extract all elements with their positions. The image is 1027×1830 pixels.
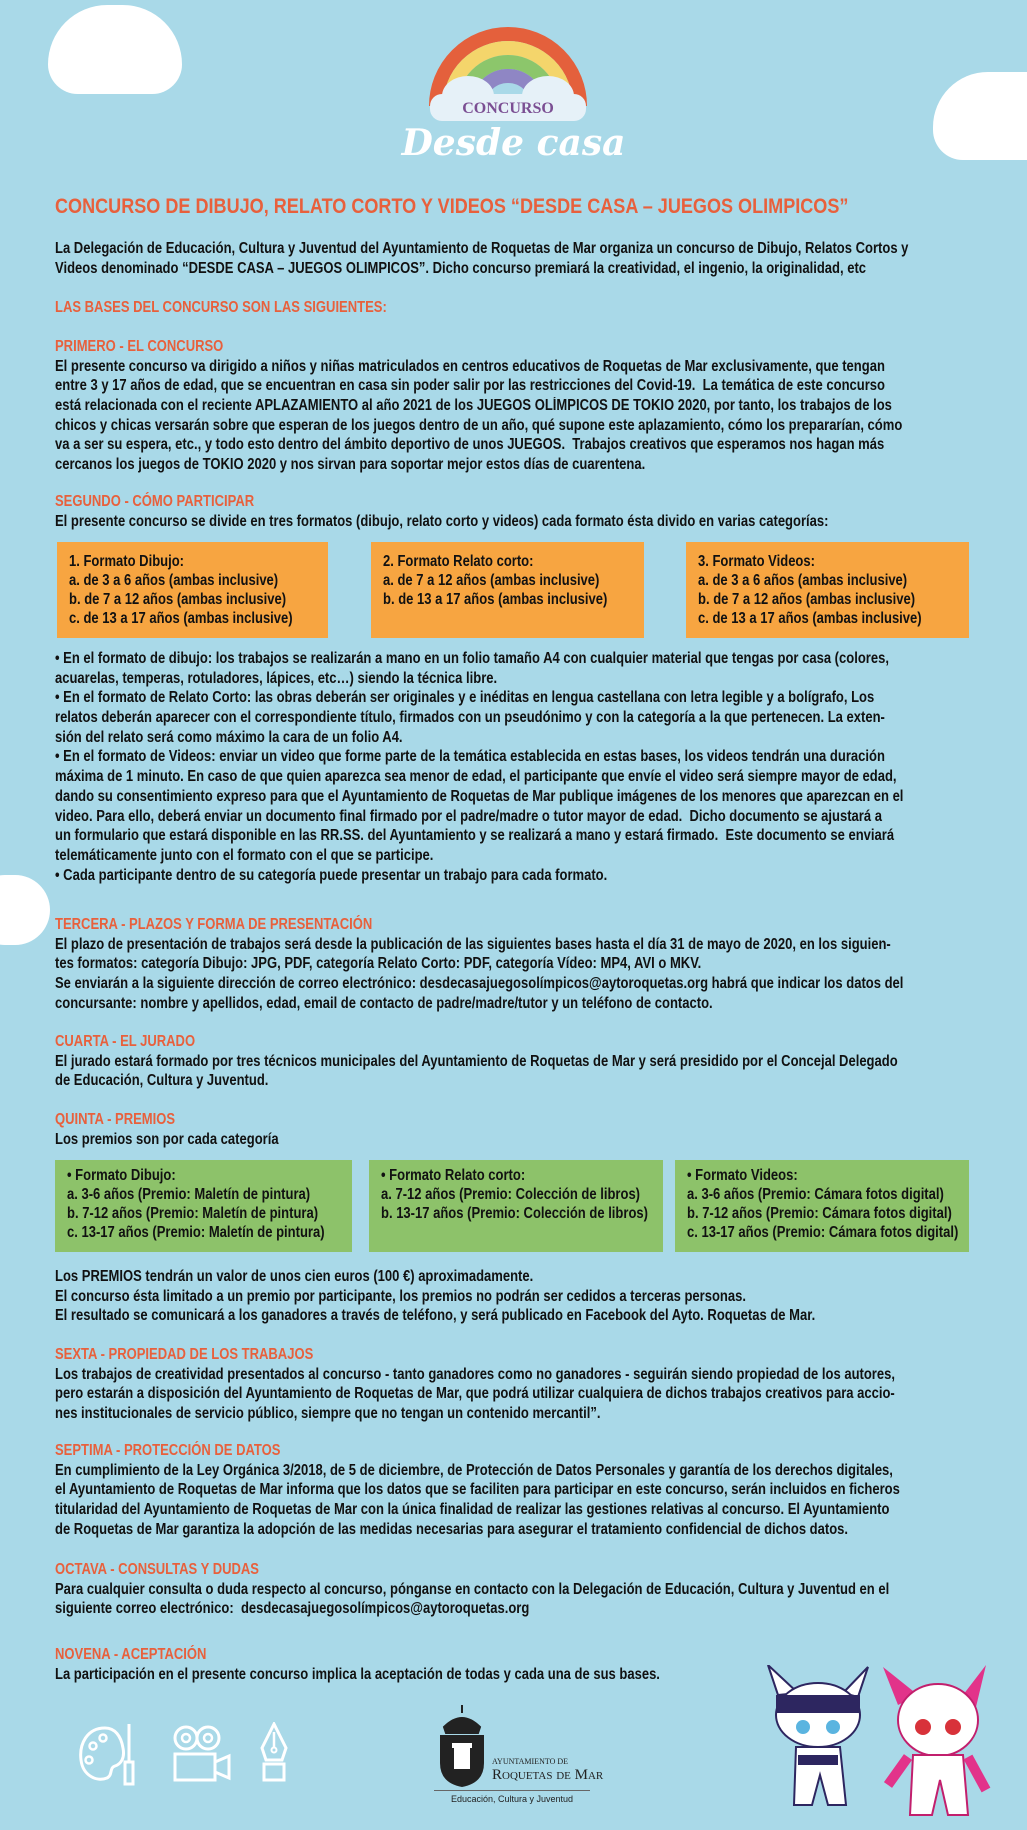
box-item: b. de 7 a 12 años (ambas inclusive) [698, 591, 916, 608]
section-heading: CUARTA - EL JURADO [55, 1033, 196, 1050]
page-title: CONCURSO DE DIBUJO, RELATO CORTO Y VIDEOS “DESDE CASA – JUEGOS OLIMPICOS” [55, 195, 849, 218]
section-text-line: está relacionada con el reciente APLAZAMIENTO al año 2021 de los JUEGOS OLÍMPICOS DE TOKIO 2020, por tanto, los trabajos de los [55, 397, 892, 415]
cloud-decoration [48, 5, 182, 94]
section-text-line: El plazo de presentación de trabajos será desde la publicación de las siguientes bases hasta el día 31 de mayo de 2020, en los siguien- [55, 935, 891, 953]
section-3 [55, 915, 1027, 1013]
section-text-line: El concurso ésta limitado a un premio por participante, los premios no podrán ser cedidos a terceras personas. [55, 1287, 746, 1305]
section-heading: SEPTIMA - PROTECCIÓN DE DATOS [55, 1442, 281, 1459]
box-item: c. 13-17 años (Premio: Maletín de pintura) [67, 1224, 325, 1241]
format-box-dibujo [57, 542, 328, 638]
section-1 [55, 492, 976, 531]
logo-divider [434, 1790, 590, 1791]
box-item: a. 3-6 años (Premio: Maletín de pintura) [67, 1186, 311, 1203]
section-5 [55, 1110, 321, 1149]
section-4 [55, 1032, 1027, 1091]
box-item: c. 13-17 años (Premio: Cámara fotos digital) [687, 1224, 959, 1241]
section-heading: QUINTA - PREMIOS [55, 1111, 176, 1128]
section-text-line: chicos y chicas versarán sobre que esperan de los juegos dentro de un año, qué supone este aplazamiento, cómo los prepararían, cómo [55, 416, 903, 434]
section-text-line: acuarelas, temperas, rotuladores, lápices, etc…) siendo la técnica libre. [55, 669, 498, 687]
section-text-line: un formulario que estará disponible en las RR.SS. del Ayuntamiento y se realizará a mano y estará firmado. Este documento se enviará [55, 827, 895, 845]
box-title: • Formato Dibujo: [67, 1167, 176, 1184]
contest-badge-label: CONCURSO [462, 100, 554, 117]
cloud-decoration [0, 875, 50, 945]
section-heading: SEXTA - PROPIEDAD DE LOS TRABAJOS [55, 1346, 314, 1363]
section-text-line: siguiente correo electrónico: desdecasajuegosolímpicos@aytoroquetas.org [55, 1600, 530, 1618]
section-text-line: Los PREMIOS tendrán un valor de unos cien euros (100 €) aproximadamente. [55, 1268, 534, 1285]
section-text-line: dando su consentimiento expreso para que el Ayuntamiento de Roquetas de Mar publique imágenes de los menores que aparezcan en el [55, 787, 904, 805]
prize-box-relato [369, 1160, 663, 1252]
coat-of-arms-icon [434, 1705, 490, 1787]
section-text-line: Los trabajos de creatividad presentados al concurso - tanto ganadores como no ganadores - seguirán siendo propiedad de los autores, [55, 1365, 895, 1383]
section-text-line: El jurado estará formado por tres técnicos municipales del Ayuntamiento de Roquetas de Mar y será presidido por el Concejal Delegado [55, 1052, 898, 1070]
intro-line: La Delegación de Educación, Cultura y Juventud del Ayuntamiento de Roquetas de Mar organiza un concurso de Dibujo, Relatos Cortos y [55, 240, 909, 257]
section-text-line: sión del relato será como máximo la cara de un folio A4. [55, 728, 403, 746]
box-title: • Formato Relato corto: [381, 1167, 526, 1184]
section-text-line: telemáticamente junto con el formato con el que se participe. [55, 846, 434, 864]
script-title: Desde casa [401, 122, 626, 164]
bases-heading: LAS BASES DEL CONCURSO SON LAS SIGUIENTES: [55, 299, 387, 316]
box-item: a. de 3 a 6 años (ambas inclusive) [69, 572, 279, 589]
box-item: a. 3-6 años (Premio: Cámara fotos digital) [687, 1186, 944, 1203]
section-text-line: titularidad del Ayuntamiento de Roquetas de Mar con la única finalidad de realizar las gestiones relativas al concurso. El Ayuntamiento [55, 1501, 890, 1519]
section-text-line: va a ser su espera, etc., y todo esto dentro del ámbito deportivo de unos JUEGOS. Trabajos creativos que esperamos nos hagan más [55, 436, 885, 454]
section-text-line: • Cada participante dentro de su categoría puede presentar un trabajo para cada formato. [55, 866, 608, 884]
section-heading: PRIMERO - EL CONCURSO [55, 338, 224, 355]
section-heading: OCTAVA - CONSULTAS Y DUDAS [55, 1561, 259, 1578]
logo-line1: AYUNTAMIENTO DE [492, 1757, 569, 1766]
section-text-line: concursante: nombre y apellidos, edad, email de contacto de padre/madre/tutor y un teléfono de contacto. [55, 994, 713, 1012]
section-text-line: nes institucionales de servicio público, siempre que no tengan un contenido mercantil”. [55, 1405, 601, 1423]
logo-subtitle: Educación, Cultura y Juventud [450, 1794, 574, 1804]
section-text-line: El presente concurso va dirigido a niños y niñas matriculados en centros educativos de Roquetas de Mar exclusivamente, que tengan [55, 357, 885, 375]
box-item: b. de 13 a 17 años (ambas inclusive) [383, 591, 608, 608]
box-title: 2. Formato Relato corto: [383, 553, 534, 570]
section-text-line: pero estarán a disposición del Ayuntamiento de Roquetas de Mar, que podrá utilizar cualquiera de dichos trabajos creativos para accio- [55, 1385, 895, 1403]
section-2 [55, 649, 1027, 885]
box-item: a. 7-12 años (Premio: Colección de libros) [381, 1186, 641, 1203]
section-text-line: En cumplimiento de la Ley Orgánica 3/2018, de 5 de diciembre, de Protección de Datos Personales y garantía de los derechos digitales, [55, 1461, 893, 1479]
section-text-line: entre 3 y 17 años de edad, que se encuentran en casa sin poder salir por las restricciones del Covid-19. La temática de este concurso [55, 377, 885, 395]
palette-icon [75, 1722, 137, 1786]
prize-box-videos [675, 1160, 969, 1252]
box-item: a. de 3 a 6 años (ambas inclusive) [698, 572, 908, 589]
section-heading: SEGUNDO - CÓMO PARTICIPAR [55, 493, 255, 510]
box-title: 1. Formato Dibujo: [69, 553, 185, 570]
olympic-mascots-illustration [758, 1665, 993, 1820]
section-text-line: Para cualquier consulta o duda respecto al concurso, pónganse en contacto con la Delegación de Educación, Cultura y Juventud en el [55, 1580, 890, 1598]
section-9 [55, 1560, 1027, 1619]
format-box-relato [371, 542, 644, 638]
section-7 [55, 1345, 1027, 1424]
section-text-line: el Ayuntamiento de Roquetas de Mar informa que los datos que se faciliten para participar en este concurso, serán incluidos en ficheros [55, 1481, 900, 1499]
section-text-line: El resultado se comunicará a los ganadores a través de teléfono, y será publicado en Facebook del Ayto. Roquetas de Mar. [55, 1307, 816, 1325]
logo-line2: Roquetas de Mar [492, 1767, 604, 1783]
intro-line: Videos denominado “DESDE CASA – JUEGOS OLIMPICOS”. Dicho concurso premiará la creatividad, el ingenio, la originalidad, etc [55, 259, 867, 277]
section-text-line: • En el formato de Relato Corto: las obras deberán ser originales y e inéditas en lengua castellana con letra legible y a bolígrafo, Los [55, 689, 875, 707]
section-0 [55, 337, 1027, 475]
box-item: b. 7-12 años (Premio: Maletín de pintura) [67, 1205, 319, 1222]
section-heading: TERCERA - PLAZOS Y FORMA DE PRESENTACIÓN [55, 916, 373, 933]
box-item: b. 13-17 años (Premio: Colección de libros) [381, 1205, 648, 1222]
section-text-line: video. Para ello, deberá enviar un documento final firmado por el padre/madre o tutor mayor de edad. Dicho documento se ajustará a [55, 807, 882, 825]
video-camera-icon [172, 1724, 232, 1784]
section-text-line: • En el formato de dibujo: los trabajos se realizarán a mano en un folio tamaño A4 con cualquier material que tengas por casa (colores, [55, 650, 889, 667]
section-text-line: relatos deberán aparecer con el correspondiente título, firmados con un pseudónimo y con la categoría a la que pertenecen. La exten- [55, 709, 885, 727]
section-text-line: El presente concurso se divide en tres formatos (dibujo, relato corto y videos) cada formato ésta divido en varias categorías: [55, 512, 829, 530]
someity-mascot [883, 1665, 986, 1815]
section-text-line: cercanos los juegos de TOKIO 2020 y nos sirvan para soportar mejor estos días de cuarentena. [55, 456, 646, 474]
section-10 [55, 1645, 775, 1684]
section-6 [55, 1267, 960, 1326]
section-text-line: de Roquetas de Mar garantiza la adopción de las medidas necesarias para asegurar el tratamiento confidencial de dichos datos. [55, 1520, 849, 1538]
box-item: c. de 13 a 17 años (ambas inclusive) [698, 610, 922, 627]
box-item: c. de 13 a 17 años (ambas inclusive) [69, 610, 293, 627]
section-8 [55, 1441, 1027, 1539]
prize-box-dibujo [55, 1160, 352, 1252]
box-item: a. de 7 a 12 años (ambas inclusive) [383, 572, 600, 589]
section-text-line: La participación en el presente concurso implica la aceptación de todas y cada una de sus bases. [55, 1665, 660, 1683]
miraitowa-mascot [768, 1665, 868, 1805]
section-text-line: Se enviarán a la siguiente dirección de correo electrónico: desdecasajuegosolímpicos@aytoroquetas.org habrá que indicar los datos del [55, 975, 904, 993]
box-item: b. 7-12 años (Premio: Cámara fotos digital) [687, 1205, 952, 1222]
section-text-line: de Educación, Cultura y Juventud. [55, 1072, 269, 1090]
section-text-line: Los premios son por cada categoría [55, 1130, 279, 1148]
contest-logo [428, 26, 588, 121]
section-heading: NOVENA - ACEPTACIÓN [55, 1646, 207, 1663]
section-text-line: máxima de 1 minuto. En caso de que quien aparezca sea menor de edad, el participante que envíe el video será siempre mayor de edad, [55, 768, 897, 786]
format-box-videos [686, 542, 969, 638]
intro-paragraph [55, 239, 1027, 278]
box-item: b. de 7 a 12 años (ambas inclusive) [69, 591, 287, 608]
section-text-line: • En el formato de Videos: enviar un video que forme parte de la temática establecida en estas bases, los videos tendrán una duración [55, 748, 885, 766]
municipal-logo [434, 1705, 604, 1815]
section-text-line: tes formatos: categoría Dibujo: JPG, PDF, categoría Relato Corto: PDF, categoría Vídeo: MP4, AVI o MKV. [55, 955, 702, 973]
box-title: 3. Formato Videos: [698, 553, 815, 570]
box-title: • Formato Videos: [687, 1167, 798, 1184]
fountain-pen-icon [258, 1722, 290, 1784]
